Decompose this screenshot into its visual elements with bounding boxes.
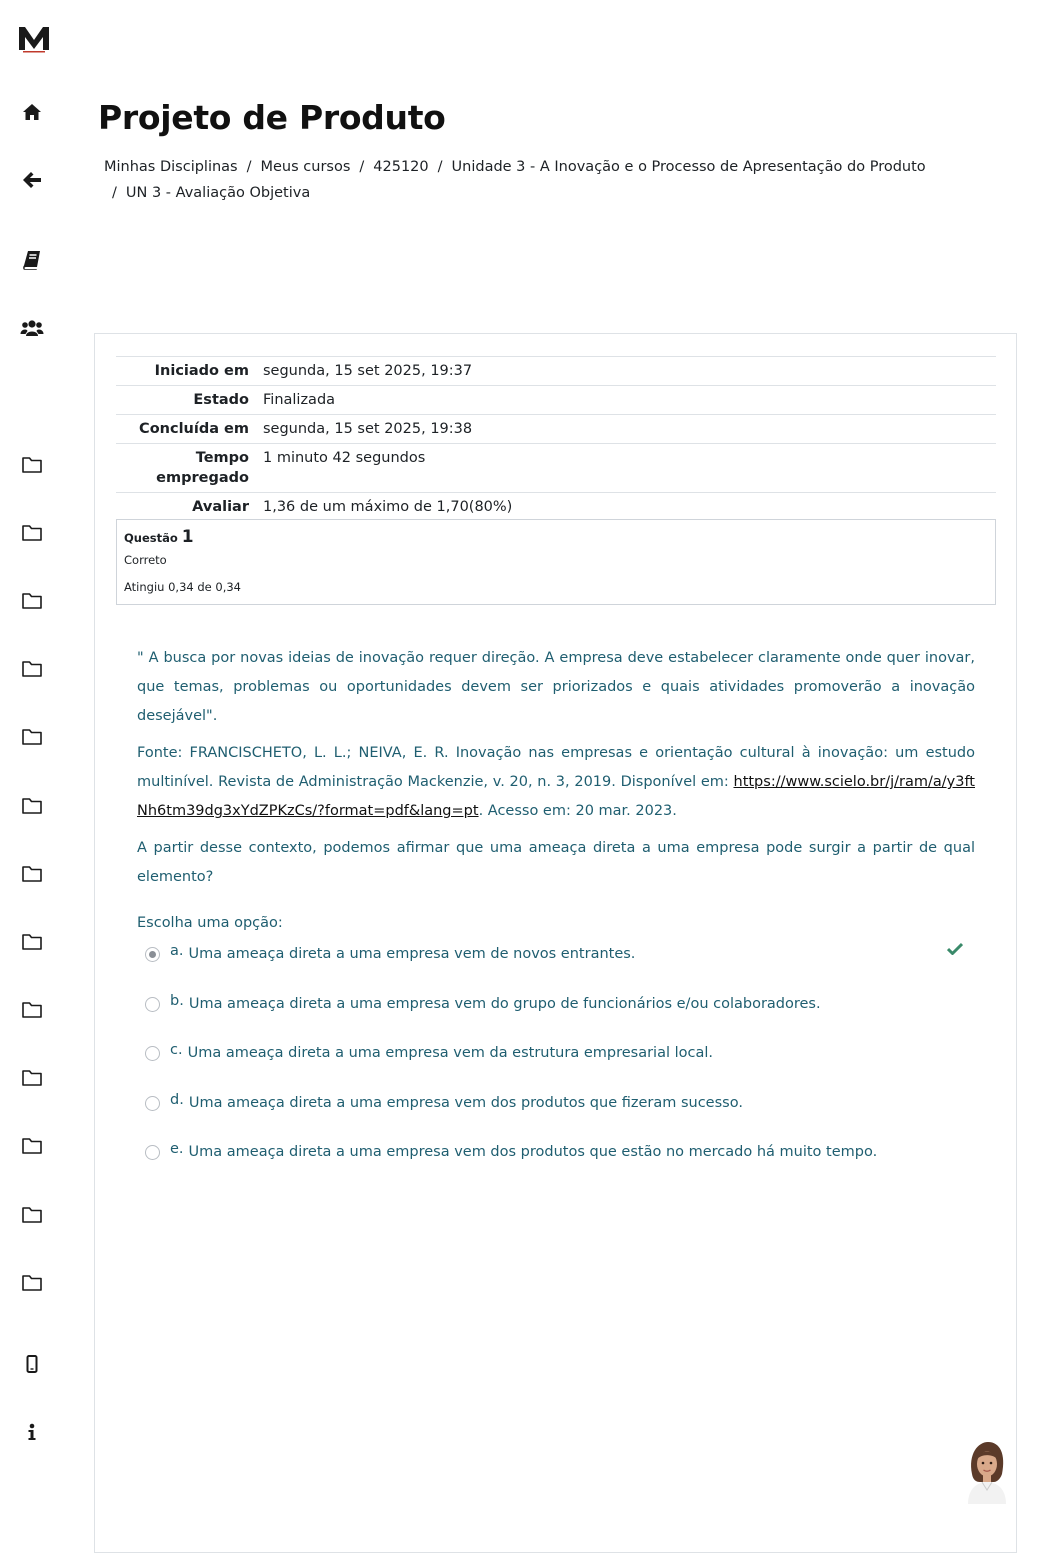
- source-link[interactable]: https://www.scielo.br/j/ram/a/y3ftNh6tm39dg3xYdZPKzCs/?format=pdf&lang=pt: [137, 774, 975, 819]
- logo[interactable]: [17, 24, 51, 54]
- answer-text: Uma ameaça direta a uma empresa vem do grupo de funcionários e/ou colaboradores.: [188, 996, 821, 1012]
- question-number-label: Questão: [124, 531, 178, 545]
- breadcrumb-separator: /: [112, 185, 117, 201]
- question-grade: Atingiu 0,34 de 0,34: [124, 580, 241, 594]
- folder-icon[interactable]: [16, 1061, 48, 1093]
- breadcrumb-item-meus-cursos[interactable]: Meus cursos: [260, 159, 351, 175]
- folder-icon[interactable]: [16, 1266, 48, 1298]
- answer-radio[interactable]: [145, 1145, 160, 1160]
- logo-icon: [17, 24, 51, 54]
- answer-radio[interactable]: [145, 997, 160, 1012]
- info-icon[interactable]: [16, 1416, 48, 1448]
- question-number: [124, 527, 988, 547]
- source-prefix: Fonte: FRANCISCHETO, L. L.; NEIVA, E. R. Inovação nas empresas e orientação cultural à inovação: um estudo multinível. Revista de Administração Mackenzie, v. 20, n. 3, 2019. Disponível em:: [137, 745, 975, 790]
- breadcrumb-separator: /: [246, 159, 252, 175]
- question-source: [137, 739, 975, 826]
- answer-option-a[interactable]: [145, 940, 945, 968]
- question-text: [137, 644, 975, 900]
- summary-label: Avaliar: [192, 499, 249, 515]
- assistant-avatar[interactable]: [964, 1440, 1010, 1506]
- folder-icon[interactable]: [16, 720, 48, 752]
- summary-value: 1 minuto 42 segundos: [263, 450, 426, 466]
- summary-row: [116, 357, 996, 386]
- users-icon[interactable]: [16, 312, 48, 344]
- folder-icon[interactable]: [16, 516, 48, 548]
- answer-option-b[interactable]: [145, 990, 945, 1018]
- answer-option-c[interactable]: [145, 1039, 945, 1067]
- mobile-icon[interactable]: [16, 1348, 48, 1380]
- answer-text: Uma ameaça direta a uma empresa vem dos produtos que estão no mercado há muito tempo.: [188, 1144, 878, 1160]
- sidebar: [0, 0, 64, 1541]
- page-title: Projeto de Produto: [98, 98, 446, 137]
- answer-option-d[interactable]: [145, 1089, 945, 1117]
- quiz-review-panel: [94, 333, 1017, 1553]
- answer-radio[interactable]: [145, 1046, 160, 1061]
- answer-text: Uma ameaça direta a uma empresa vem dos produtos que fizeram sucesso.: [188, 1095, 743, 1111]
- answer-text: Uma ameaça direta a uma empresa vem de novos entrantes.: [188, 946, 636, 962]
- summary-value: Finalizada: [263, 392, 336, 408]
- check-icon: [947, 940, 963, 959]
- answer-letter: e.: [170, 1141, 184, 1157]
- answer-letter: c.: [170, 1042, 183, 1058]
- book-icon[interactable]: [16, 244, 48, 276]
- question-info-box: [116, 519, 996, 605]
- breadcrumb: [104, 154, 984, 206]
- summary-value: 1,36 de um máximo de 1,70(80%): [263, 499, 513, 515]
- summary-label: Concluída em: [139, 421, 249, 437]
- summary-row: [116, 386, 996, 415]
- question-number-value: 1: [181, 527, 194, 547]
- folder-icon[interactable]: [16, 1129, 48, 1161]
- answer-radio[interactable]: [145, 1096, 160, 1111]
- source-suffix: . Acesso em: 20 mar. 2023.: [478, 803, 677, 819]
- answer-text: Uma ameaça direta a uma empresa vem da estrutura empresarial local.: [187, 1045, 713, 1061]
- home-icon[interactable]: [16, 96, 48, 128]
- answer-letter: a.: [170, 943, 184, 959]
- summary-row: [116, 444, 996, 493]
- folder-icon[interactable]: [16, 857, 48, 889]
- folder-icon[interactable]: [16, 993, 48, 1025]
- folder-icon[interactable]: [16, 448, 48, 480]
- summary-value: segunda, 15 set 2025, 19:37: [263, 363, 473, 379]
- folder-icon[interactable]: [16, 925, 48, 957]
- breadcrumb-item-unidade[interactable]: Unidade 3 - A Inovação e o Processo de Apresentação do Produto: [451, 159, 926, 175]
- folder-icon[interactable]: [16, 584, 48, 616]
- question-statement: A partir desse contexto, podemos afirmar que uma ameaça direta a uma empresa pode surgir a partir de qual elemento?: [137, 840, 975, 885]
- breadcrumb-item-course-code[interactable]: 425120: [373, 159, 429, 175]
- question-quote: " A busca por novas ideias de inovação requer direção. A empresa deve estabelecer claramente onde quer inovar, que temas, problemas ou oportunidades devem ser priorizados e quais atividades promoverão a inovação desejável".: [137, 650, 975, 724]
- folder-icon[interactable]: [16, 1198, 48, 1230]
- summary-label: Iniciado em: [154, 363, 249, 379]
- attempt-summary-table: [116, 356, 996, 522]
- avatar-icon: [964, 1440, 1010, 1506]
- answer-prompt: Escolha uma opção:: [137, 915, 283, 931]
- summary-value: segunda, 15 set 2025, 19:38: [263, 421, 473, 437]
- arrow-left-icon[interactable]: [16, 164, 48, 196]
- breadcrumb-separator: /: [437, 159, 443, 175]
- summary-label: Estado: [193, 392, 249, 408]
- answer-letter: d.: [170, 1092, 184, 1108]
- folder-icon[interactable]: [16, 652, 48, 684]
- breadcrumb-item-avaliacao[interactable]: UN 3 - Avaliação Objetiva: [125, 185, 311, 201]
- question-state: Correto: [124, 553, 167, 567]
- answer-radio-selected[interactable]: [145, 947, 160, 962]
- summary-row: [116, 415, 996, 444]
- answer-letter: b.: [170, 993, 184, 1009]
- summary-row: [116, 493, 996, 522]
- breadcrumb-separator: /: [359, 159, 365, 175]
- answer-option-e[interactable]: [145, 1138, 945, 1166]
- folder-icon[interactable]: [16, 789, 48, 821]
- summary-label: Tempo empregado: [156, 450, 249, 486]
- breadcrumb-item-minhas-disciplinas[interactable]: Minhas Disciplinas: [104, 159, 238, 175]
